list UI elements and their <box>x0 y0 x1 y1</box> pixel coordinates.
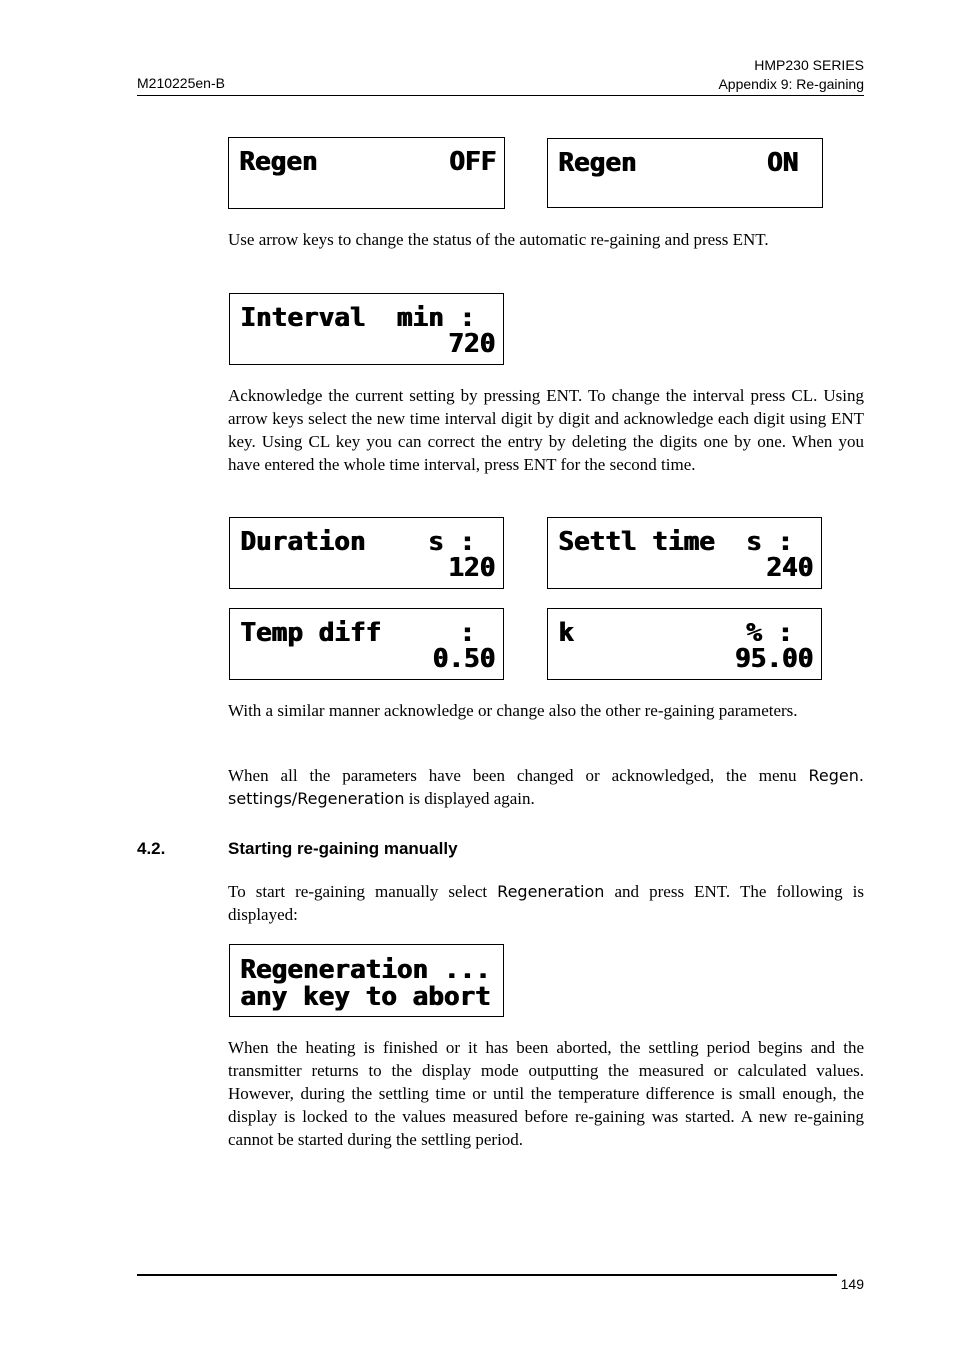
paragraph-menu-return: When all the parameters have been changed or acknowledged, the menu Regen. settings/Regeneration is displayed again. <box>228 766 864 808</box>
lcd-regen-on <box>547 138 823 208</box>
lcd-value: 240 <box>766 553 813 583</box>
lcd-line-1: Regeneration ... <box>240 955 491 985</box>
series-title: HMP230 SERIES <box>754 57 864 73</box>
section-heading: Starting re-gaining manually <box>228 839 458 858</box>
running-header <box>718 56 864 94</box>
section-number: 4.2. <box>137 839 166 858</box>
lcd-interval <box>229 293 504 365</box>
paragraph-manual-start: To start re-gaining manually select Regeneration and press ENT. The following is displayed: <box>228 882 864 924</box>
lcd-duration <box>229 517 504 589</box>
lcd-line-2: any key to abort <box>240 982 491 1012</box>
paragraph-interval: Acknowledge the current setting by pressing ENT. To change the interval press CL. Using arrow keys select the new time interval digit by digit and acknowledge each digit using ENT key. Using CL key you can correct the entry by deleting the digits one by one. When you have entered the whole time interval, press ENT for the second time. <box>228 386 864 474</box>
paragraph-status: Use arrow keys to change the status of the automatic re-gaining and press ENT. <box>228 230 769 249</box>
lcd-value: ON <box>766 148 798 178</box>
document-code: M210225en-B <box>137 75 225 91</box>
lcd-label: Settl time s : <box>558 527 793 557</box>
lcd-label: Duration s : <box>240 527 475 557</box>
lcd-regen-off <box>228 137 505 209</box>
page-number: 149 <box>840 1276 864 1292</box>
lcd-label: Temp diff : <box>240 618 475 648</box>
menu-path-term: Regen. settings/Regeneration <box>228 766 864 808</box>
lcd-regeneration <box>229 944 504 1017</box>
section-title: Appendix 9: Re-gaining <box>718 76 864 92</box>
lcd-temp-diff <box>229 608 504 680</box>
lcd-value: 0.50 <box>432 644 495 674</box>
header-rule <box>137 95 864 96</box>
lcd-settl-time <box>547 517 822 589</box>
lcd-k <box>547 608 822 680</box>
lcd-label: Regen <box>239 147 318 177</box>
lcd-value: OFF <box>449 147 496 177</box>
lcd-value: 720 <box>448 329 495 359</box>
paragraph-other-params: With a similar manner acknowledge or change also the other re-gaining parameters. <box>228 701 798 720</box>
lcd-label: k % : <box>558 618 793 648</box>
lcd-label: Regen <box>558 148 637 178</box>
paragraph-settling: When the heating is finished or it has been aborted, the settling period begins and the transmitter returns to the display mode outputting the measured or calculated values. However, during the settling time or until the temperature difference is small enough, the display is locked to the values measured before re-gaining was started. A new re-gaining cannot be started during the settling period. <box>228 1038 864 1149</box>
footer-rule <box>137 1274 837 1276</box>
menu-term: Regeneration <box>497 882 605 901</box>
lcd-label: Interval min : <box>240 303 475 333</box>
lcd-value: 120 <box>448 553 495 583</box>
lcd-value: 95.00 <box>734 644 813 674</box>
